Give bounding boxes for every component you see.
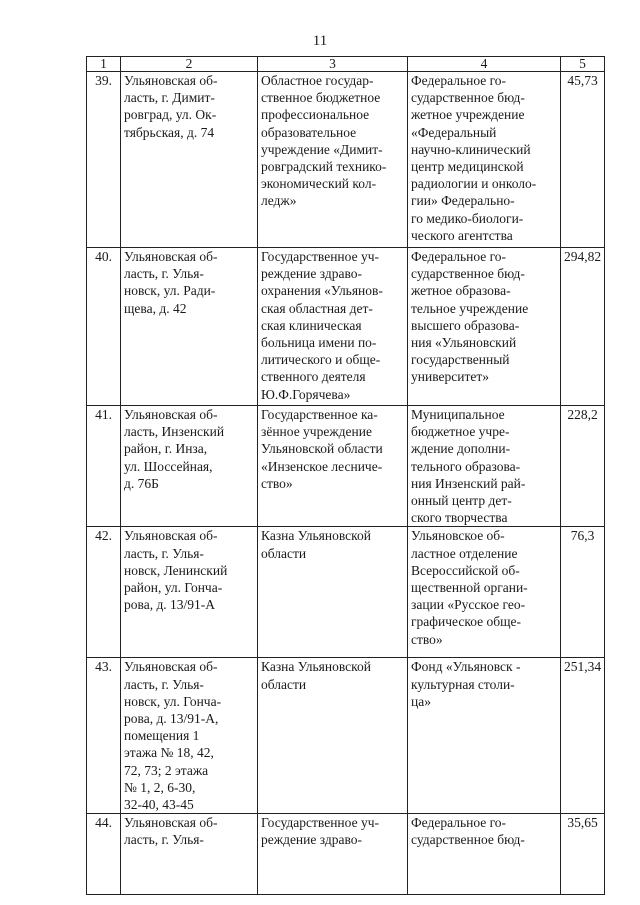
recipient-cell [408, 72, 561, 248]
recipient-text: Фонд «Ульяновск - культурная столи- ца» [411, 659, 521, 709]
recipient-cell [408, 658, 561, 814]
row-number: 41. [87, 406, 121, 527]
address-cell [121, 527, 258, 658]
transferor-text: Государственное уч- реждение здраво- охранения «Ульянов- ская областная дет- ская клиническая больница имени по- литического и обще- ственного деятеля Ю.Ф.Горячева» [261, 249, 383, 402]
transferor-text: Казна Ульяновской области [261, 659, 371, 692]
header-col-4: 4 [408, 57, 561, 72]
page-number: 11 [312, 33, 328, 49]
property-table [86, 56, 605, 895]
address-text: Ульяновская об- ласть, г. Улья- новск, ул. Ради- щева, д. 42 [124, 249, 218, 316]
amount-cell: 45,73 [561, 72, 605, 248]
amount-cell: 228,2 [561, 406, 605, 527]
transferor-cell [258, 248, 408, 406]
table-row [87, 248, 605, 406]
row-number: 40. [87, 248, 121, 406]
address-text: Ульяновская об- ласть, г. Димит- ровград, ул. Ок- тябрьская, д. 74 [124, 73, 218, 140]
recipient-text: Федеральное го- сударственное бюд- жетное образова- тельное учреждение высшего образова- ния «Ульяновский государственный университет» [411, 249, 529, 385]
header-col-3: 3 [258, 57, 408, 72]
address-cell [121, 72, 258, 248]
recipient-cell [408, 248, 561, 406]
transferor-cell [258, 658, 408, 814]
address-cell [121, 406, 258, 527]
transferor-cell [258, 72, 408, 248]
transferor-cell [258, 406, 408, 527]
amount-cell: 35,65 [561, 814, 605, 895]
address-text: Ульяновская об- ласть, г. Улья- [124, 815, 218, 848]
address-cell [121, 658, 258, 814]
row-number: 39. [87, 72, 121, 248]
recipient-text: Муниципальное бюджетное учре- ждение дополни- тельного образова- ния Инзенский рай- онный центр дет- ского творчества [411, 407, 526, 526]
amount-cell: 294,82 [561, 248, 605, 406]
transferor-text: Государственное уч- реждение здраво- [261, 815, 379, 848]
row-number: 44. [87, 814, 121, 895]
amount-cell: 251,34 [561, 658, 605, 814]
row-number: 42. [87, 527, 121, 658]
transferor-text: Казна Ульяновской области [261, 528, 371, 561]
recipient-cell [408, 814, 561, 895]
recipient-cell [408, 406, 561, 527]
recipient-text: Федеральное го- сударственное бюд- жетное учреждение «Федеральный научно-клинический центр медицинской радиологии и онколо- гии» Федерально- го медико-биологи- ческого агентства [411, 73, 537, 243]
recipient-text: Федеральное го- сударственное бюд- [411, 815, 525, 848]
header-col-1: 1 [87, 57, 121, 72]
address-text: Ульяновская об- ласть, г. Улья- новск, ул. Гонча- рова, д. 13/91-А, помещения 1 этажа № 18, 42, 72, 73; 2 этажа № 1, 2, 6-30, 32-40, 43-45 [124, 659, 222, 813]
table-row [87, 72, 605, 248]
address-cell [121, 248, 258, 406]
transferor-cell [258, 814, 408, 895]
header-col-2: 2 [121, 57, 258, 72]
table-row [87, 658, 605, 814]
recipient-cell [408, 527, 561, 658]
header-col-5: 5 [561, 57, 605, 72]
transferor-text: Областное государ- ственное бюджетное профессиональное образовательное учреждение «Димит- ровградский технико- экономический кол- ледж» [261, 73, 387, 209]
table-header-row [87, 57, 605, 72]
address-text: Ульяновская об- ласть, Инзенский район, г. Инза, ул. Шоссейная, д. 76Б [124, 407, 225, 491]
address-cell [121, 814, 258, 895]
table-row [87, 527, 605, 658]
table-row [87, 406, 605, 527]
transferor-text: Государственное ка- зённое учреждение Ульяновской области «Инзенское лесниче- ство» [261, 407, 383, 491]
row-number: 43. [87, 658, 121, 814]
recipient-text: Ульяновское об- ластное отделение Всероссийской об- щественной органи- зации «Русское гео- графическое обще- ство» [411, 528, 528, 647]
address-text: Ульяновская об- ласть, г. Улья- новск, Ленинский район, ул. Гонча- рова, д. 13/91-А [124, 528, 228, 613]
amount-cell: 76,3 [561, 527, 605, 658]
table-row [87, 814, 605, 895]
transferor-cell [258, 527, 408, 658]
